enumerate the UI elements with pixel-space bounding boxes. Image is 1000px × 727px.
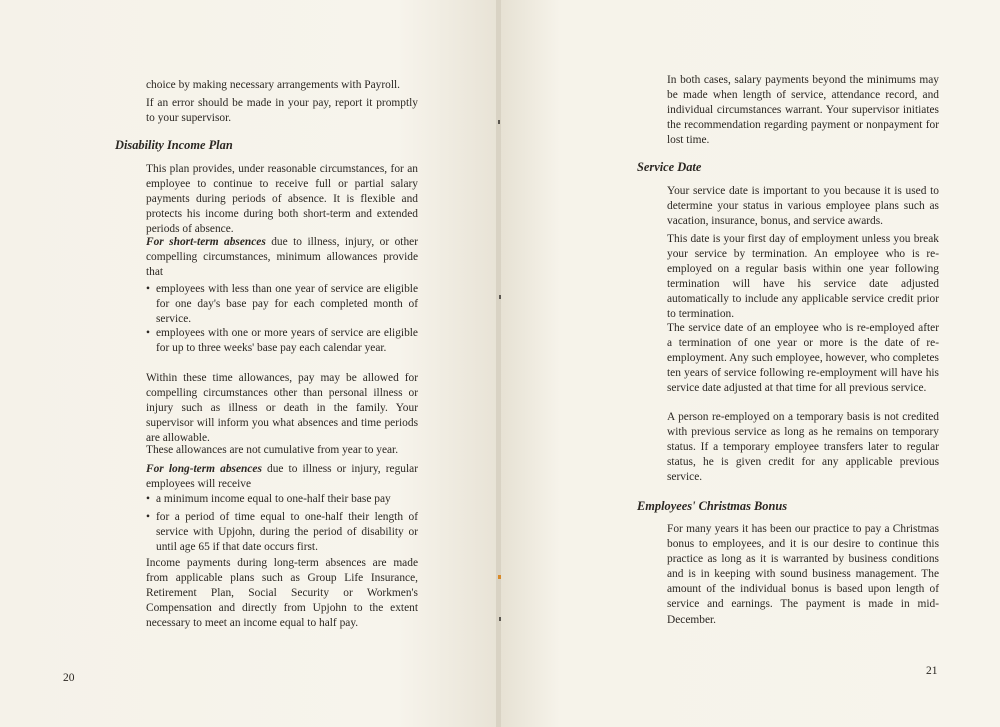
- para-service-4: A person re-employed on a temporary basis is not credited with previous service as long as he remains on temporary status. If a temporary employee transfers later to regular status, he is given credit for any applicable previous service.: [667, 411, 939, 484]
- bullet-dot: •: [146, 327, 150, 339]
- para-both-cases: In both cases, salary payments beyond the minimums may be made when length of service, attendance record, and individual circumstances warrant. Your supervisor initiates the recommendation regarding payment or nonpayment for lost time.: [667, 74, 939, 147]
- print-mark: [499, 617, 501, 621]
- print-mark: [498, 120, 500, 124]
- para-service-2: This date is your first day of employment unless you break your service by termination. An employee who is re-employed on a regular basis within one year following termination will have his service date adjusted automatically to include any applicable service credit prior to termination.: [667, 233, 939, 321]
- para-christmas-bonus: For many years it has been our practice to pay a Christmas bonus to employees, and it is our desire to continue this practice as long as it is warranted by business conditions and is in keeping with sound business management. The amount of the individual bonus is based upon length of service and earnings. The payment is made in mid-December.: [667, 523, 939, 626]
- long-term-lead: For long-term absences: [146, 463, 262, 475]
- heading-disability-income-plan: Disability Income Plan: [115, 138, 233, 152]
- bullet-dot: •: [146, 493, 150, 505]
- para-long-term: [146, 462, 418, 492]
- para-service-1: Your service date is important to you because it is used to determine your status in various employee plans such as vacation, insurance, bonus, and service awards.: [667, 185, 939, 228]
- para-within-allowances: Within these time allowances, pay may be allowed for compelling circumstances other than personal illness or injury such as illness or death in the family. Your supervisor will inform you what absences and time periods are allowable.: [146, 372, 418, 445]
- para-short-term: [146, 235, 418, 280]
- long-term-rest: due to illness or injury, regular employees will receive: [146, 463, 418, 491]
- para-plan-description: This plan provides, under reasonable circumstances, for an employee to continue to receive full or partial salary payments during periods of absence. It is flexible and protects his income during both short-term and extended periods of absence.: [146, 163, 418, 236]
- bullet-dot: •: [146, 511, 150, 523]
- bullet-text: employees with less than one year of service are eligible for one day's base pay for each completed month of service.: [156, 283, 418, 326]
- bullet-text: for a period of time equal to one-half their length of service with Upjohn, during the period of disability or until age 65 if that date occurs first.: [156, 511, 418, 554]
- para-income-payments: Income payments during long-term absences are made from applicable plans such as Group Life Insurance, Retirement Plan, Social Security or Workmen's Compensation and directly from Upjohn to the extent necessary to meet an income equal to half pay.: [146, 557, 418, 630]
- para-not-cumulative: These allowances are not cumulative from year to year.: [146, 444, 399, 456]
- para-service-3: The service date of an employee who is re-employed after a termination of one year or more is the date of re-employment. Any such employee, however, who completes ten years of service following re-employment will have his service date adjusted at that time for all previous service.: [667, 322, 939, 395]
- short-term-rest: due to illness, injury, or other compelling circumstances, minimum allowances provide that: [146, 236, 419, 279]
- bullet-dot: •: [146, 283, 150, 295]
- page-number-left: 20: [63, 672, 75, 684]
- print-mark: [499, 295, 501, 299]
- heading-service-date: Service Date: [637, 160, 702, 174]
- long-term-bullet-2: [146, 510, 418, 555]
- heading-christmas-bonus: Employees' Christmas Bonus: [637, 499, 788, 513]
- short-term-bullet-1: [146, 282, 418, 327]
- bullet-text: employees with one or more years of service are eligible for up to three weeks' base pay each calendar year.: [156, 327, 418, 355]
- continuation-text: choice by making necessary arrangements with Payroll.: [146, 79, 400, 91]
- page-number-right: 21: [926, 665, 938, 677]
- short-term-bullet-2: [146, 326, 418, 356]
- bullet-text: a minimum income equal to one-half their base pay: [156, 493, 391, 505]
- para-error: If an error should be made in your pay, report it promptly to your supervisor.: [146, 97, 418, 125]
- short-term-lead: For short-term absences: [146, 236, 266, 248]
- print-mark: [498, 575, 501, 579]
- long-term-bullet-1: [146, 492, 418, 507]
